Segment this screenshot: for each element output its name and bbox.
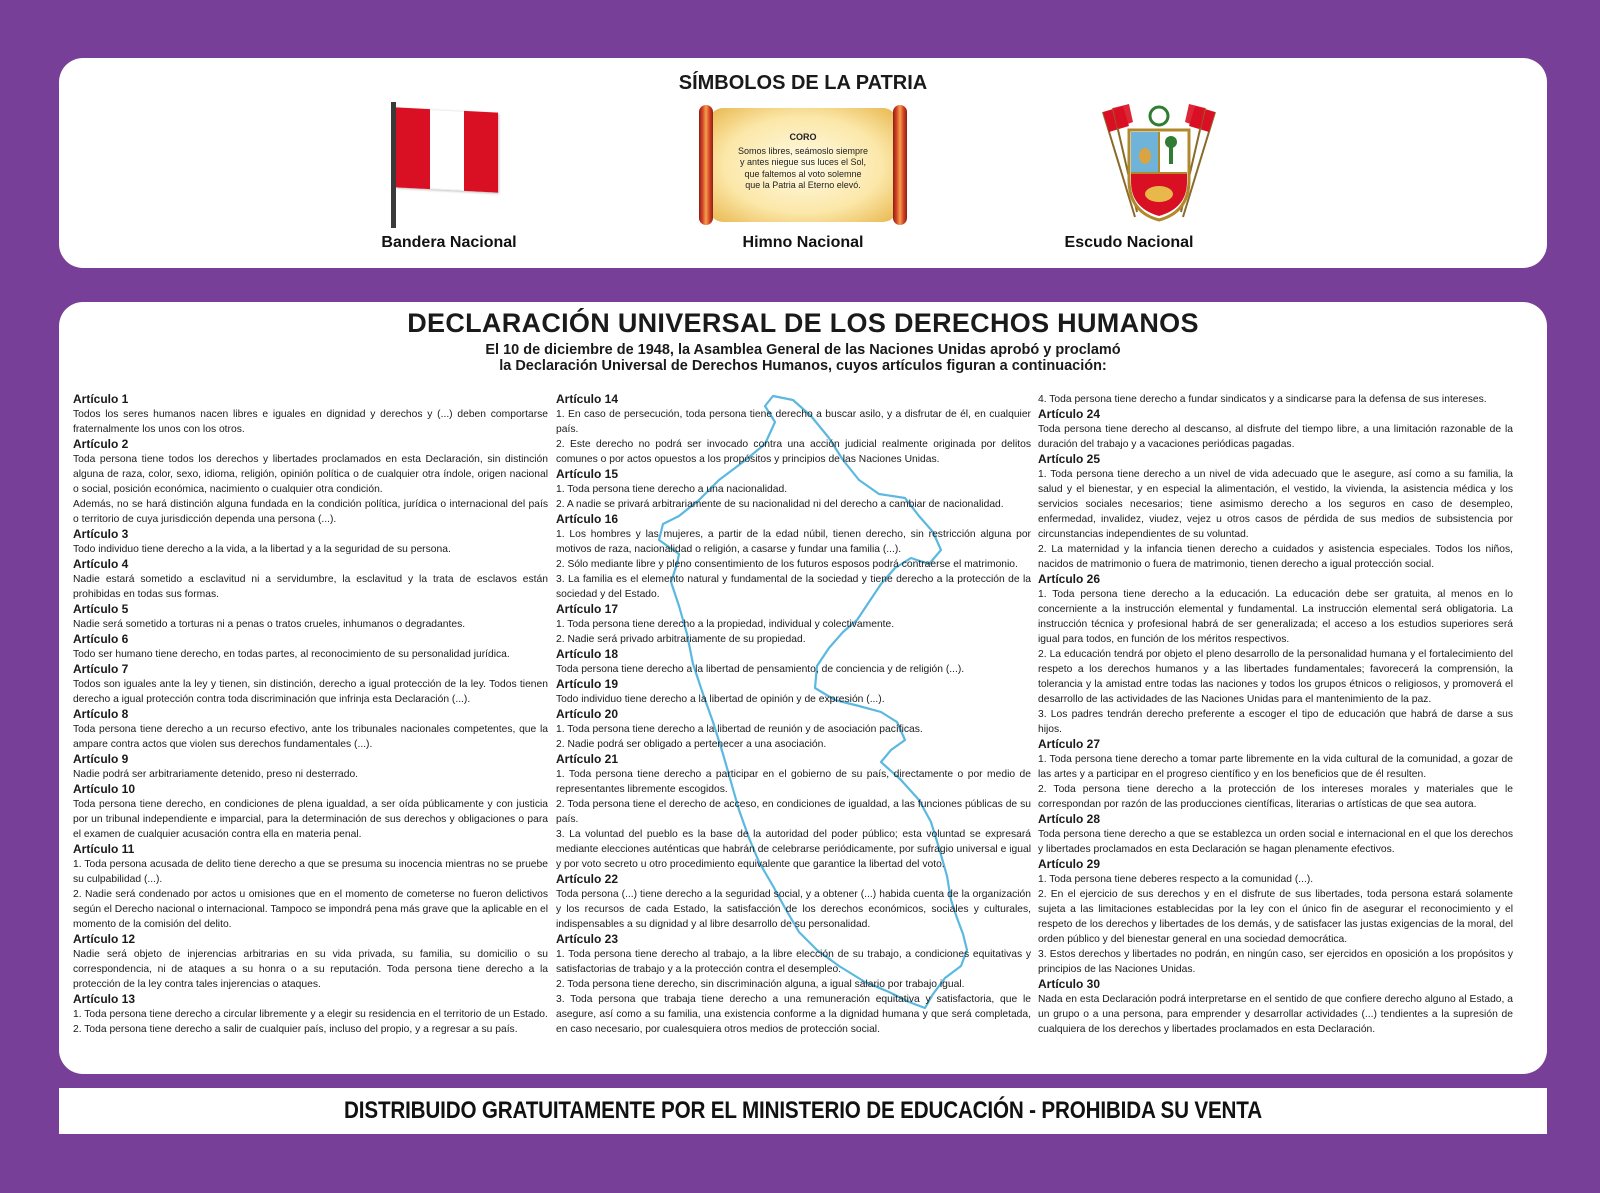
anthem-caption: Himno Nacional	[742, 234, 864, 251]
article-text: Nadie será sometido a torturas ni a penas o tratos crueles, inhumanos o degradantes.	[73, 619, 466, 630]
article-text: 3. Toda persona que trabaja tiene derecho a una remuneración equitativa y satisfactoria, que le asegure, así como a su familia, una existencia conforme a la dignidad humana y que será completada, en caso necesario, por cualesquiera otros medios de protección social.	[556, 994, 1031, 1035]
article-text: Nadie será objeto de injerencias arbitrarias en su vida privada, su familia, su domicilio o su correspondencia, ni de ataques a su honra o a su reputación. Toda persona tiene derecho a la protección de la ley contra tales injerencias o ataques.	[73, 949, 548, 990]
article-text: 2. La maternidad y la infancia tienen derecho a cuidados y asistencia especiales. Todos los niños, nacidos de matrimonio o fuera de matrimonio, tienen derecho a igual protección social.	[1038, 544, 1513, 570]
article-text: Toda persona (...) tiene derecho a la seguridad social, y a obtener (...) habida cuenta de la organización y los recursos de cada Estado, la satisfacción de los derechos económicos, sociales y culturales, indispensables a su dignidad y al libre desarrollo de su personalidad.	[556, 889, 1031, 930]
anthem-line: y antes niegue sus luces el Sol,	[739, 157, 867, 167]
article-text: 4. Toda persona tiene derecho a fundar sindicatos y a sindicarse para la defensa de sus intereses.	[1038, 394, 1487, 405]
article-title: Artículo 29	[1038, 857, 1101, 871]
article-text: 1. Toda persona tiene derecho a la propiedad, individual y colectivamente.	[556, 619, 895, 630]
symbols-title: SÍMBOLOS DE LA PATRIA	[678, 72, 928, 94]
anthem-line: que faltemos al voto solemne	[744, 168, 862, 179]
article-text: 1. Toda persona tiene derecho a tomar parte libremente en la vida cultural de la comunidad, a gozar de las artes y a participar en el progreso científico y en los beneficios que de él resulten.	[1038, 754, 1513, 780]
article-title: Artículo 22	[556, 872, 619, 886]
article-text: Todo ser humano tiene derecho, en todas partes, al reconocimiento de su personalidad jurídica.	[73, 649, 510, 660]
article-title: Artículo 17	[556, 602, 619, 616]
article-title: Artículo 26	[1038, 572, 1101, 586]
article-text: Toda persona tiene derecho, en condiciones de plena igualdad, a ser oída públicamente y con justicia por un tribunal independiente e imparcial, para la determinación de sus derechos y obligaciones o para el examen de cualquier acusación contra ella en materia penal.	[73, 799, 548, 840]
article-title: Artículo 25	[1038, 452, 1101, 466]
article-title: Artículo 6	[73, 632, 129, 646]
declaration-panel	[59, 302, 1547, 1074]
declaration-subtitle-line: El 10 de diciembre de 1948, la Asamblea General de las Naciones Unidas aprobó y proclamó	[485, 342, 1121, 358]
article-title: Artículo 5	[73, 602, 129, 616]
article-title: Artículo 3	[73, 527, 129, 541]
article-text: 3. Los padres tendrán derecho preferente a escoger el tipo de educación que habrá de darse a sus hijos.	[1038, 709, 1513, 735]
article-text: Además, no se hará distinción alguna fundada en la condición política, jurídica o internacional del país o territorio de cuya jurisdicción dependa una persona (...).	[73, 499, 548, 525]
flag-body	[396, 107, 498, 192]
anthem-scroll-image	[697, 102, 909, 228]
article-text: Nada en esta Declaración podrá interpretarse en el sentido de que confiere derecho alguno al Estado, a un grupo o a una persona, para emprender y desarrollar actividades (...) tendientes a la supresión de cualquiera de los derechos y libertades proclamados en esta Declaración.	[1038, 994, 1513, 1035]
article-title: Artículo 27	[1038, 737, 1101, 751]
article-text: 1. Toda persona tiene derecho a participar en el gobierno de su país, directamente o por medio de representantes libremente escogidos.	[556, 769, 1031, 795]
article-text: Toda persona tiene todos los derechos y libertades proclamados en esta Declaración, sin distinción alguna de raza, color, sexo, idioma, religión, opinión política o de cualquier otra índole, origen nacional o social, posición económica, nacimiento o cualquier otra condición.	[73, 454, 548, 495]
article-text: 3. Estos derechos y libertades no podrán, en ningún caso, ser ejercidos en oposición a los propósitos y principios de las Naciones Unidas.	[1038, 949, 1513, 975]
article-text: 2. Toda persona tiene derecho a la protección de los intereses morales y materiales que le correspondan por razón de las producciones científicas, literarias o artísticas de que sea autora.	[1038, 784, 1513, 810]
article-text: 2. Toda persona tiene derecho a salir de cualquier país, incluso del propio, y a regresar a su país.	[73, 1024, 518, 1035]
coat-caption: Escudo Nacional	[1064, 234, 1194, 251]
article-title: Artículo 24	[1038, 407, 1101, 421]
article-title: Artículo 13	[73, 992, 136, 1006]
symbols-panel	[59, 58, 1547, 268]
article-text: 3. La familia es el elemento natural y fundamental de la sociedad y tiene derecho a la protección de la sociedad y del Estado.	[556, 574, 1031, 600]
article-text: Toda persona tiene derecho a que se establezca un orden social e internacional en el que los derechos y libertades proclamados en esta Declaración se hagan plenamente efectivos.	[1038, 829, 1513, 855]
coat-of-arms-image	[1095, 102, 1223, 228]
footer-text: DISTRIBUIDO GRATUITAMENTE POR EL MINISTERIO DE EDUCACIÓN - PROHIBIDA SU VENTA	[344, 1097, 1262, 1124]
article-title: Artículo 2	[73, 437, 129, 451]
article-text: 2. Nadie podrá ser obligado a pertenecer a una asociación.	[556, 739, 827, 750]
article-title: Artículo 8	[73, 707, 129, 721]
articles-column-2	[556, 392, 1031, 1037]
footer-band	[59, 1088, 1547, 1134]
declaration-subtitle	[59, 342, 1547, 374]
scroll-roll-right	[893, 105, 907, 225]
article-text: Todos los seres humanos nacen libres e iguales en dignidad y derechos y (...) deben comportarse fraternalmente los unos con los otros.	[73, 409, 548, 435]
article-text: Todos son iguales ante la ley y tienen, sin distinción, derecho a igual protección de la ley. Todos tienen derecho a igual protección contra toda discriminación que infrinja esta Declaración (...).	[73, 679, 548, 705]
declaration-title: DECLARACIÓN UNIVERSAL DE LOS DERECHOS HUMANOS	[407, 308, 1199, 338]
article-text: 2. A nadie se privará arbitrariamente de su nacionalidad ni del derecho a cambiar de nacionalidad.	[556, 499, 1004, 510]
article-title: Artículo 15	[556, 467, 619, 481]
article-text: Toda persona tiene derecho a un recurso efectivo, ante los tribunales nacionales competentes, que la ampare contra actos que violen sus derechos fundamentales (...).	[73, 724, 548, 750]
article-text: 1. Toda persona tiene derecho a circular libremente y a elegir su residencia en el territorio de un Estado.	[73, 1009, 548, 1020]
articles-column-1	[73, 392, 548, 1037]
article-text: 1. Toda persona acusada de delito tiene derecho a que se presuma su inocencia mientras no se pruebe su culpabilidad (...).	[73, 859, 548, 885]
article-title: Artículo 23	[556, 932, 619, 946]
article-text: 1. Toda persona tiene derecho a la educación. La educación debe ser gratuita, al menos en lo concerniente a la instrucción elemental y fundamental. La instrucción elemental será obligatoria. La instrucción técnica y profesional habrá de ser generalizada; el acceso a los estudios superiores será igual para todos, en función de los méritos respectivos.	[1038, 589, 1513, 645]
article-text: 2. La educación tendrá por objeto el pleno desarrollo de la personalidad humana y el fortalecimiento del respeto a los derechos humanos y a las libertades fundamentales; favorecerá la comprensión, la tolerancia y la amistad entre todas las naciones y todos los grupos étnicos o religiosos, y promoverá el desarrollo de las actividades de las Naciones Unidas para el mantenimiento de la paz.	[1038, 649, 1513, 705]
article-text: 2. Este derecho no podrá ser invocado contra una acción judicial realmente originada por delitos comunes o por actos opuestos a los propósitos y principios de las Naciones Unidas.	[556, 439, 1031, 465]
article-text: 1. Toda persona tiene derecho a un nivel de vida adecuado que le asegure, así como a su familia, la salud y el bienestar, y en especial la alimentación, el vestido, la vivienda, la asistencia médica y los servicios sociales necesarios; tiene asimismo derecho a los seguros en caso de desempleo, enfermedad, invalidez, viudez, vejez u otros casos de pérdida de sus medios de subsistencia por circunstancias independientes de su voluntad.	[1038, 469, 1513, 540]
article-text: Todo individuo tiene derecho a la vida, a la libertad y a la seguridad de su persona.	[73, 544, 451, 555]
anthem-line: Somos libres, seámoslo siempre	[737, 145, 869, 156]
peru-flag-image	[389, 102, 499, 228]
article-text: Toda persona tiene derecho al descanso, al disfrute del tiempo libre, a una limitación razonable de la duración del trabajo y a vacaciones periódicas pagadas.	[1038, 424, 1513, 450]
article-title: Artículo 9	[73, 752, 129, 766]
anthem-chorus-heading: CORO	[789, 132, 817, 142]
article-text: 1. Toda persona tiene derecho al trabajo, a la libre elección de su trabajo, a condiciones equitativas y satisfactorias de trabajo y a la protección contra el desempleo.	[556, 949, 1031, 975]
article-title: Artículo 4	[73, 557, 129, 571]
article-text: 1. Toda persona tiene derecho a una nacionalidad.	[556, 484, 788, 495]
anthem-chorus	[719, 132, 887, 192]
article-title: Artículo 21	[556, 752, 619, 766]
article-title: Artículo 19	[556, 677, 619, 691]
article-text: 1. Toda persona tiene derecho a la libertad de reunión y de asociación pacíficas.	[556, 724, 923, 735]
declaration-subtitle-line: la Declaración Universal de Derechos Humanos, cuyos artículos figuran a continuación:	[499, 358, 1107, 374]
article-text: 1. En caso de persecución, toda persona tiene derecho a buscar asilo, y a disfrutar de él, en cualquier país.	[556, 409, 1031, 435]
article-text: Nadie estará sometido a esclavitud ni a servidumbre, la esclavitud y la trata de esclavos están prohibidas en todas sus formas.	[73, 574, 548, 600]
article-text: Nadie podrá ser arbitrariamente detenido, preso ni desterrado.	[73, 769, 359, 780]
article-title: Artículo 14	[556, 392, 619, 406]
anthem-line: que la Patria al Eterno elevó.	[745, 180, 861, 190]
article-title: Artículo 12	[73, 932, 136, 946]
article-title: Artículo 16	[556, 512, 619, 526]
article-text: 2. Nadie será condenado por actos u omisiones que en el momento de cometerse no fueron delictivos según el Derecho nacional o internacional. Tampoco se impondrá pena más grave que la aplicable en el momento de la comisión del delito.	[73, 889, 548, 930]
article-title: Artículo 20	[556, 707, 619, 721]
article-text: 2. En el ejercicio de sus derechos y en el disfrute de sus libertades, toda persona estará solamente sujeta a las limitaciones establecidas por la ley con el único fin de asegurar el reconocimiento y el respeto de los derechos y libertades de los demás, y de satisfacer las justas exigencias de la moral, del orden público y del bienestar general en una sociedad democrática.	[1038, 889, 1513, 945]
scroll-roll-left	[699, 105, 713, 225]
article-text: 1. Toda persona tiene deberes respecto a la comunidad (...).	[1038, 874, 1314, 885]
article-text: 2. Toda persona tiene derecho, sin discriminación alguna, a igual salario por trabajo igual.	[556, 979, 965, 990]
article-text: 2. Sólo mediante libre y pleno consentimiento de los futuros esposos podrá contraerse el matrimonio.	[556, 559, 1018, 570]
coat-wreath	[1150, 107, 1168, 125]
article-title: Artículo 7	[73, 662, 129, 676]
article-title: Artículo 10	[73, 782, 136, 796]
article-title: Artículo 1	[73, 392, 129, 406]
article-title: Artículo 28	[1038, 812, 1101, 826]
article-title: Artículo 11	[73, 842, 135, 856]
article-text: Todo individuo tiene derecho a la libertad de opinión y de expresión (...).	[556, 694, 885, 705]
article-text: 3. La voluntad del pueblo es la base de la autoridad del poder público; esta voluntad se expresará mediante elecciones auténticas que habrán de celebrarse periódicamente, por sufragio universal e igual y por voto secreto u otro procedimiento equivalente que garantice la libertad del voto.	[556, 829, 1031, 870]
articles-column-3	[1038, 392, 1513, 1037]
flag-caption: Bandera Nacional	[381, 234, 517, 251]
article-text: 2. Nadie será privado arbitrariamente de su propiedad.	[556, 634, 806, 645]
article-text: 1. Los hombres y las mujeres, a partir de la edad núbil, tienen derecho, sin restricción alguna por motivos de raza, nacionalidad o religión, a casarse y fundar una familia (...).	[556, 529, 1031, 555]
article-text: Toda persona tiene derecho a la libertad de pensamiento, de conciencia y de religión (...).	[556, 664, 965, 675]
article-text: 2. Toda persona tiene el derecho de acceso, en condiciones de igualdad, a las funciones públicas de su país.	[556, 799, 1031, 825]
article-title: Artículo 30	[1038, 977, 1101, 991]
article-title: Artículo 18	[556, 647, 619, 661]
coat-shield	[1129, 130, 1189, 220]
